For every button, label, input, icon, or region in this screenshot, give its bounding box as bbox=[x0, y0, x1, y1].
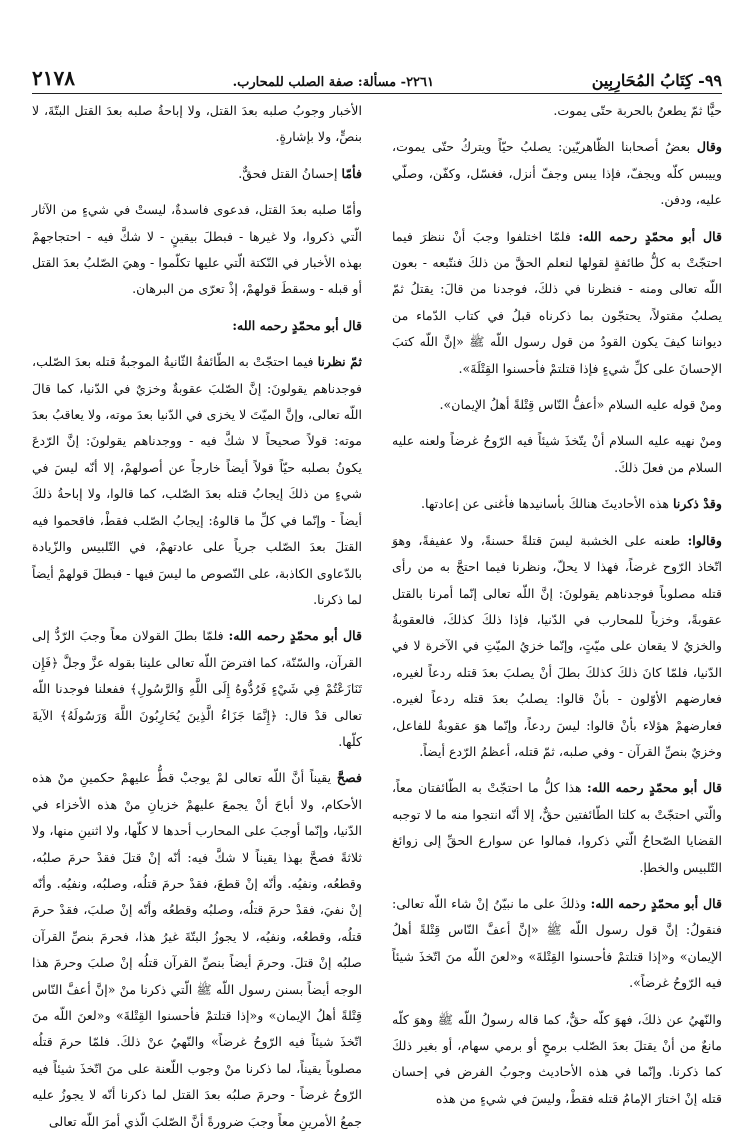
paragraph bbox=[392, 775, 722, 881]
paragraph bbox=[32, 349, 362, 613]
paragraph bbox=[392, 491, 722, 517]
right-text-column bbox=[392, 98, 722, 1106]
paragraph-text: فلمّا بطلَ القولان معاً وجبَ الرّدُّ إلى القرآن، والسّنّة، كما افترضَ اللّه تعالى علينا بقوله عزَّ وجلَّ ﴿فَإِن تَنَازَعْتُمْ فِي شَيْءٍ فَرُدُّوهُ إِلَى اللَّهِ وَالرَّسُولِ﴾ ففعلنا فوجدنا اللّه تعالى قدْ قال: ﴿إِنَّمَا جَزَاءُ الَّذِينَ يُحَارِبُونَ اللَّهَ وَرَسُولَهُ﴾ الآيةَ كلّها. bbox=[32, 628, 362, 749]
paragraph bbox=[32, 161, 362, 187]
paragraph-lead: قال أبو محمّدٍ رحمه الله: bbox=[232, 317, 362, 333]
paragraph-lead: قال أبو محمّدٍ رحمه الله: bbox=[228, 628, 362, 644]
paragraph bbox=[392, 98, 722, 124]
paragraph-lead: فصحَّ bbox=[336, 770, 362, 786]
paragraph bbox=[32, 765, 362, 1135]
paragraph-lead: وقالوا: bbox=[687, 532, 722, 548]
paragraph-text: هذا كلُّ ما احتجّتْ به الطّائفتان معاً، والّتي احتجّتْ به كلتا الطّائفتين حقٌّ، إلا أنّه انتجوا منه ما لا توجبه القضايا الصّحاحُ الّتي ذكروا، فمالوا عن سوارع الحقِّ إلى زوائغ التّلبيس والخطإ. bbox=[392, 780, 722, 875]
page-header bbox=[32, 60, 722, 94]
paragraph bbox=[32, 197, 362, 303]
paragraph bbox=[32, 623, 362, 755]
paragraph bbox=[392, 891, 722, 997]
paragraph bbox=[392, 224, 722, 382]
paragraph bbox=[392, 392, 722, 418]
paragraph-lead: ثمّ نظرنا bbox=[317, 354, 362, 370]
paragraph-lead: قال أبو محمّدٍ رحمه الله: bbox=[587, 780, 722, 796]
paragraph-lead: فأمّا bbox=[341, 165, 362, 181]
paragraph-lead: وقال bbox=[696, 139, 722, 155]
paragraph-text: والنّهيُ عن ذلكَ، فهوَ كلّه حقٌّ، كما قاله رسولُ اللّه ﷺ وهوَ كلّه مانعٌ من أنْ يقتلَ بعدَ الصّلب برمحٍ أو برمي سهام، أو بغير ذلكَ كما ذكرنا. وإنّما في هذه الأحاديث وجوبُ الفرض في إحسان قتله إنْ اختارَ الإمامُ قتله فقطْ، وليسَ في شيءٍ من هذه bbox=[392, 1011, 722, 1106]
paragraph-text: حيًّا ثمّ يطعنُ بالحربة حتّى يموت. bbox=[553, 103, 722, 118]
paragraph-text: وأمّا صلبه بعدَ القتل، فدعوى فاسدةٌ، ليستْ في شيءٍ من الآثار الّتي ذكروا، ولا غيرها - فبطلَ بيقينٍ - لا شكَّ فيه - احتجاجهمْ بهذه الأخبار في النّكتة الّتي عليها تكلّموا - وهيَ الصّلبُ بعدَ القتل أو قبله - وسقطَ قولهمْ، إذْ تعرّى من البرهان. bbox=[32, 202, 362, 297]
paragraph-text: إحسانُ القتل فحقٌّ. bbox=[238, 165, 342, 181]
paragraph-text: فيما احتجّتْ به الطّائفةُ الثّانيةُ الموجبةُ قتله بعدَ الصّلب، فوجدناهم يقولونَ: إنَّ الصّلبَ عقوبةٌ وخزيٌ في الدّنيا، كما قالَ اللّه تعالى، وإنَّ الميّتَ لا يخزى في الدّنيا بعدَ موته، ولا يعاقبُ بعدَ موته: قولاً صحيحاً لا شكَّ فيه - ووجدناهم يقولونَ: إنَّ الرّدعَ يكونُ بصلبه حيّاً قولاً أيضاً خارجاً عن أصولهمْ، إلا أنّه ليسَ في شيءٍ من ذلكَ إيجابُ قتله بعدَ الصّلب، كما قالوا، ولا إباحةُ ذلكَ أيضاً - وإنّما في كلِّ ما قالوهُ: إيجابُ الصّلب فقطْ، فاقحموا فيه القتلَ بعدَ الصّلب جرياً على عادتهمْ، في التّلبيس والزّيادة بالدّعاوى الكاذبة، على النّصوص ما ليسَ فيها - فبطلَ قولهمْ أيضاً لما ذكرنا. bbox=[32, 354, 362, 607]
paragraph-lead: وقدْ ذكرنا bbox=[673, 496, 722, 512]
paragraph-text: وذلكَ على ما نبيّنُ إنْ شاء اللّه تعالى: فنقولُ: إنَّ قول رسول اللّه ﷺ «إنَّ أعفَّ النّاس قِتْلةً أهلُ الإيمان» و«إذا قتلتمْ فأحسنوا القِتْلةَ» و«لعنَ اللّه منَ اتّخذَ شيئاً فيه الرّوحُ غرضاً». bbox=[392, 895, 722, 991]
paragraph-text: بعضُ أصحابنا الظّاهريّين: يصلبُ حيّاً ويتركُ حتّى يموت، وييبس كلّه ويجفّ، فإذا يبس وجفّ أنزل، فغسّل، وكفّن، وصلّي عليه، ودفن. bbox=[392, 139, 722, 208]
paragraph-text: ومنْ قوله عليه السلام «أعفُّ النّاس قِتْلةً أهلُ الإيمان». bbox=[439, 397, 722, 413]
paragraph bbox=[392, 1007, 722, 1113]
paragraph-text: طعنه على الخشبة ليسَ قتلةً حسنةً، ولا عفيفةً، وهوَ اتّخاذ الرّوح غرضاً، فهذا لا يحلّ، ونظرنا فيما احتجَّ به من رأى قتله مصلوباً فوجدناهم يقولونَ: إنَّ اللّه تعالى إنّما أمرنا بالقتل عقوبةً، وخزياً للمحارب في الدّنيا، فإذا ذلكَ كذلكَ، فالعقوبةُ والخزيُ لا يقعان على ميّتٍ، وإنّما خزيُ الميّتِ في الآخرة لا في الدّنيا، فلمّا كانَ ذلكَ كذلكَ بطلَ أنْ يصلبَ بعدَ قتله ردعاً لغيره، فعارضهم الأوّلون - بأنْ قالوا: يصلبُ بعدَ قتله ردعاً لغيره. فعارضهمْ هؤلاء بأنْ قالوا: ليسَ ردعاً، وإنّما هوَ عقوبةٌ للفاعل، وخزيٌ بنصِّ القرآن - وفي صلبه، ثمّ قتله، أعظمُ الرّدع أيضاً. bbox=[392, 532, 722, 759]
paragraph-lead: قال أبو محمّدٍ رحمه الله: bbox=[578, 228, 722, 244]
paragraph-text: فلمّا اختلفوا وجبَ أنْ ننظرَ فيما احتجّتْ به كلُّ طائفةٍ لقولها لنعلم الحقَّ من ذلكَ فنتّبعه - بعون اللّه تعالى ومنه - فنظرنا في ذلكَ، فوجدنا من قالَ: يقتلُ ثمّ يصلبُ مقتولاً، يحتجّون بما ذكرناه قبلُ في كتاب الدّماء من ديواننا كيفَ يكون القودُ من قول رسول اللّه ﷺ «إنَّ اللّه كتبَ الإحسانَ على كلِّ شيءٍ فإذا قتلتمْ فأحسنوا القِتْلَةَ». bbox=[392, 228, 722, 376]
paragraph-text: يقيناً أنَّ اللّه تعالى لمْ يوجبْ قطُّ عليهمْ حكمينِ منْ هذه الأحكام، ولا أباحَ أنْ يجمعَ عليهمْ خزيانِ منْ هذه الأخزاء في الدّنيا، وإنّما أوجبَ على المحارب أحدها لا كلّها، ولا اثنينِ منها، ولا ثلاثةً فصحَّ بهذا يقيناً لا شكَّ فيه: أنّه إنْ قتلَ فقدْ حرمَ صلبُه، وقطعُه، ونفيُه. وأنّه إنْ قطعَ، فقدْ حرمَ قتلُه، وصلبُه، ونفيُه. وأنّه إنْ نفيَ، فقدْ حرمَ قتلُه، وصلبُه وقطعُه وأنّه إنْ صلبَ، فقدْ حرمَ قتلُه، وقطعُه، ونفيُه، لا يجوزُ البتّةَ غيرُ هذا، فحرمَ بنصِّ القرآن صلبُه إنْ قتلَ. وحرمَ أيضاً بنصِّ القرآن قتلُه إنْ صلبَ وحرمَ هذا الوجه أيضاً بسنن رسول اللّه ﷺ الّتي ذكرنا منْ «إنَّ أعفَّ النّاس قِتْلةً أهلُ الإيمان» و«إذا قتلتمْ فأحسنوا القِتْلةَ» و«لعنَ اللّه منَ اتّخذَ شيئاً فيه الرّوحُ غرضاً» والنّهيُ عنْ ذلكَ. فلمّا حرمَ قتلُه مصلوباً يقيناً، لما ذكرنا منْ وجوب اللّعنة على منَ اتّخذَ شيئاً فيه الرّوحُ غرضاً - وحرمَ صلبُه بعدَ القتل لما ذكرنا أنّه لا يجوزُ عليه جمعُ الأمرينِ معاً وجبَ ضرورةً أنَّ الصّلبَ الّذي أمرَ اللّه تعالى bbox=[32, 770, 362, 1129]
paragraph bbox=[392, 134, 722, 213]
paragraph-lead: قال أبو محمّدٍ رحمه الله: bbox=[590, 895, 722, 911]
section-title: ٢٢٦١- مسألة: صفة الصلب للمحارب. bbox=[232, 75, 435, 90]
paragraph-text: هذه الأحاديثَ هنالكَ بأسانيدها فأغنى عن إعادتها. bbox=[421, 496, 673, 512]
book-title: ٩٩- كِتَابُ المُحَارِبِين bbox=[591, 71, 722, 90]
page-number: ٢١٧٨ bbox=[32, 66, 75, 90]
paragraph bbox=[392, 428, 722, 481]
paragraph bbox=[32, 98, 362, 151]
paragraph-text: ومنْ نهيه عليه السلام أنْ يتّخذَ شيئاً فيه الرّوحُ غرضاً ولعنه عليه السلام من فعلَ ذلكَ. bbox=[392, 433, 722, 475]
paragraph bbox=[32, 313, 362, 339]
paragraph bbox=[392, 528, 722, 766]
left-text-column bbox=[32, 98, 362, 1129]
paragraph-text: الأخبار وجوبُ صلبه بعدَ القتل، ولا إباحةُ صلبه بعدَ القتل البتّةَ، لا بنصٍّ، ولا بإشارةٍ. bbox=[32, 103, 362, 145]
